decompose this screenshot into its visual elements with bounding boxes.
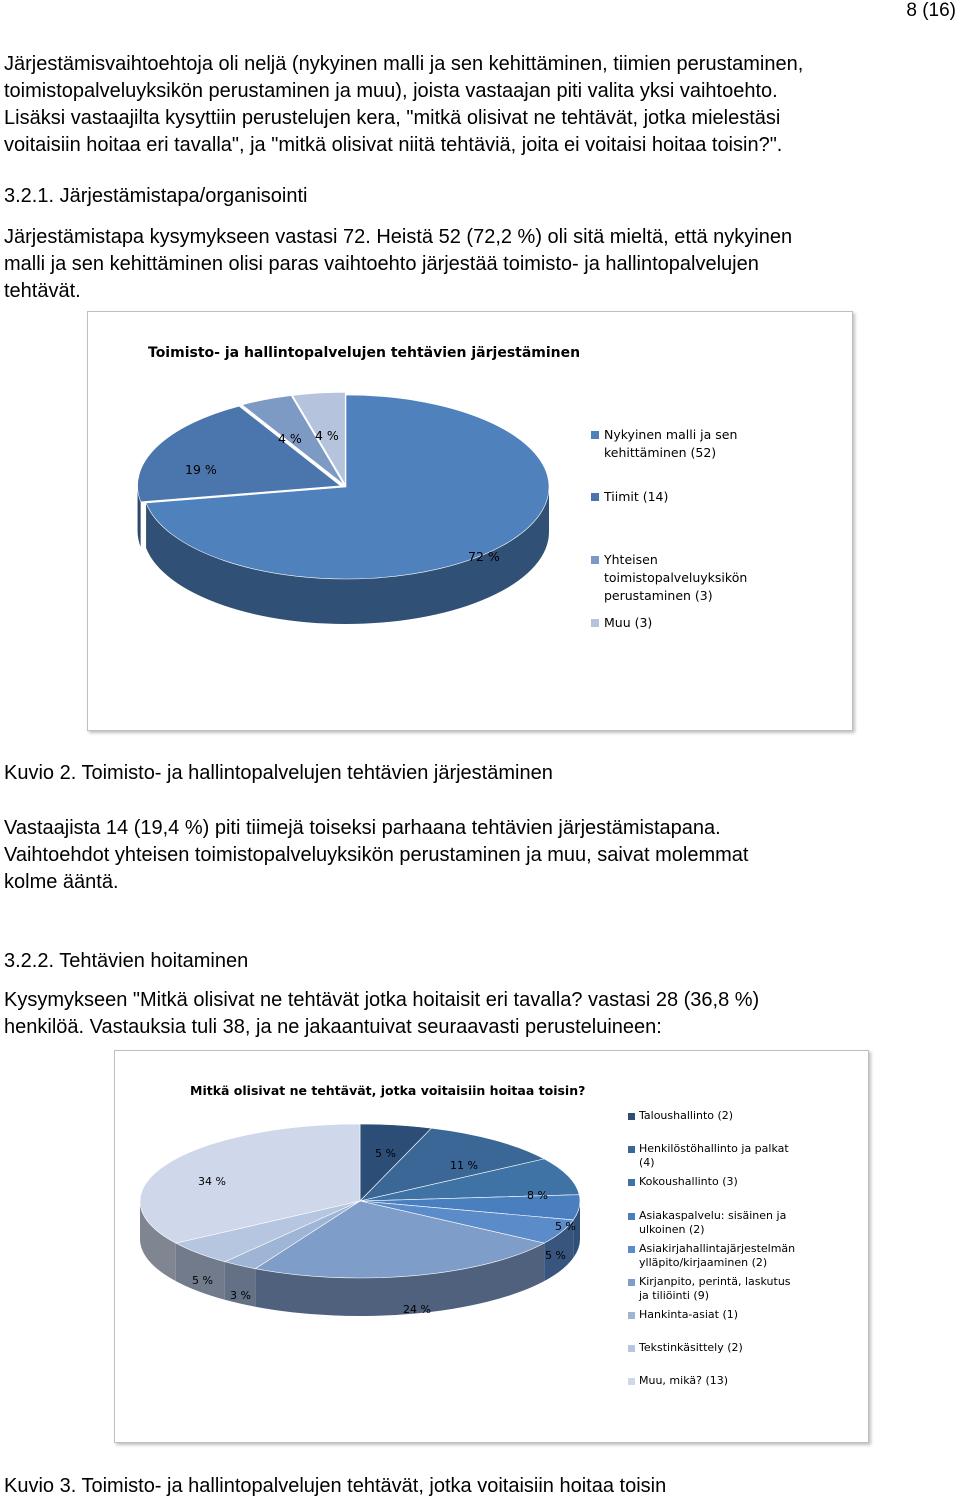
legend-swatch	[628, 1246, 635, 1253]
chart-2-legend-item	[628, 1308, 793, 1322]
legend-label: Kokoushallinto (3)	[639, 1175, 738, 1188]
chart-2-legend-item	[628, 1209, 793, 1237]
paragraph-2-line: Vastaajista 14 (19,4 %) piti tiimejä toiseksi parhaana tehtävien järjestämistapana.	[4, 817, 721, 839]
legend-swatch	[591, 431, 599, 439]
legend-label: Hankinta-asiat (1)	[639, 1308, 739, 1321]
chart-1-legend-item	[591, 551, 751, 605]
legend-swatch	[628, 1312, 635, 1319]
legend-swatch	[591, 493, 599, 501]
chart-2-title: Mitkä olisivat ne tehtävät, jotka voitaisiin hoitaa toisin?	[190, 1083, 586, 1098]
section1-line: tehtävät.	[4, 280, 81, 302]
section1-paragraph	[4, 224, 792, 305]
chart-2-legend-item	[628, 1242, 800, 1270]
legend-label: Asiakaspalvelu: sisäinen ja ulkoinen (2)	[639, 1209, 787, 1236]
figure-caption-2: Kuvio 2. Toimisto- ja hallintopalvelujen tehtävien järjestäminen	[4, 762, 553, 784]
legend-label: Tiimit (14)	[604, 489, 669, 504]
legend-swatch	[628, 1179, 635, 1186]
legend-swatch	[628, 1113, 635, 1120]
chart-1-legend-item	[591, 426, 761, 462]
section-heading-1: 3.2.1. Järjestämistapa/organisointi	[4, 185, 308, 207]
legend-swatch	[591, 556, 599, 564]
chart-1-pie	[88, 312, 852, 730]
chart-1-title: Toimisto- ja hallintopalvelujen tehtävien järjestäminen	[148, 345, 581, 361]
chart-2-label: 3 %	[230, 1289, 251, 1302]
legend-label: Muu, mikä? (13)	[639, 1374, 729, 1387]
intro-paragraph	[4, 51, 803, 159]
section2-paragraph	[4, 987, 759, 1041]
chart-2-legend-item	[628, 1374, 793, 1388]
legend-label: Nykyinen malli ja sen kehittäminen (52)	[604, 427, 738, 460]
chart-2-label: 5 %	[375, 1147, 396, 1160]
legend-label: Tekstinkäsittely (2)	[639, 1341, 743, 1354]
legend-label: Asiakirjahallintajärjestelmän ylläpito/kirjaaminen (2)	[639, 1242, 796, 1269]
chart-1-label-4a: 4 %	[278, 431, 302, 446]
chart-2-legend-item	[628, 1341, 793, 1355]
intro-line: Lisäksi vastaajilta kysyttiin perustelujen kera, "mitkä olisivat ne tehtävät, jotka mielestäsi	[4, 107, 781, 129]
chart-1-label-4b: 4 %	[315, 428, 339, 443]
chart-2-legend-item	[628, 1175, 793, 1189]
legend-swatch	[591, 619, 599, 627]
chart-1-label-19: 19 %	[185, 462, 217, 477]
legend-swatch	[628, 1213, 635, 1220]
chart-2-frame	[114, 1050, 869, 1443]
chart-2-label: 8 %	[527, 1189, 548, 1202]
chart-2-legend-item	[628, 1142, 793, 1170]
legend-label: Taloushallinto (2)	[639, 1109, 734, 1122]
intro-line: voitaisiin hoitaa eri tavalla", ja "mitkä olisivat niitä tehtäviä, joita ei voitaisi hoitaa toisin?".	[4, 134, 783, 156]
legend-swatch	[628, 1378, 635, 1385]
chart-2-label: 5 %	[545, 1249, 566, 1262]
section1-line: malli ja sen kehittäminen olisi paras vaihtoehto järjestää toimisto- ja hallintopalvelujen	[4, 253, 759, 275]
paragraph-2-line: kolme ääntä.	[4, 871, 119, 893]
legend-swatch	[628, 1345, 635, 1352]
chart-1-legend-item	[591, 614, 761, 632]
legend-label: Yhteisen toimistopalveluyksikön perustaminen (3)	[604, 552, 748, 603]
intro-line: toimistopalveluyksikön perustaminen ja muu), joista vastaajan piti valita yksi vaihtoehto.	[4, 80, 778, 102]
legend-swatch	[628, 1279, 635, 1286]
chart-2-label: 24 %	[403, 1303, 431, 1316]
figure-caption-3: Kuvio 3. Toimisto- ja hallintopalvelujen tehtävät, jotka voitaisiin hoitaa toisin	[4, 1475, 667, 1497]
section2-line: Kysymykseen "Mitkä olisivat ne tehtävät jotka hoitaisit eri tavalla? vastasi 28 (36,8 %)	[4, 989, 760, 1011]
chart-2-label: 5 %	[555, 1220, 576, 1233]
section-heading-2: 3.2.2. Tehtävien hoitaminen	[4, 950, 249, 972]
paragraph-2-line: Vaihtoehdot yhteisen toimistopalveluyksikön perustaminen ja muu, saivat molemmat	[4, 844, 749, 866]
chart-2-label: 34 %	[198, 1175, 226, 1188]
page-number: 8 (16)	[906, 0, 956, 21]
paragraph-2	[4, 815, 748, 896]
chart-2-legend-item	[628, 1275, 793, 1303]
section2-line: henkilöä. Vastauksia tuli 38, ja ne jakaantuivat seuraavasti perusteluineen:	[4, 1016, 662, 1038]
chart-2-legend-item	[628, 1109, 788, 1123]
legend-label: Henkilöstöhallinto ja palkat (4)	[639, 1142, 789, 1169]
chart-1-frame	[87, 311, 853, 731]
legend-swatch	[628, 1146, 635, 1153]
chart-1-legend-item	[591, 488, 761, 506]
intro-line: Järjestämisvaihtoehtoja oli neljä (nykyinen malli ja sen kehittäminen, tiimien perustaminen,	[4, 53, 804, 75]
chart-2-label: 5 %	[192, 1274, 213, 1287]
chart-1-label-72: 72 %	[468, 549, 500, 564]
chart-2-label: 11 %	[450, 1159, 478, 1172]
legend-label: Kirjanpito, perintä, laskutus ja tiliöinti (9)	[639, 1275, 791, 1302]
section1-line: Järjestämistapa kysymykseen vastasi 72. Heistä 52 (72,2 %) oli sitä mieltä, että nykyinen	[4, 226, 793, 248]
legend-label: Muu (3)	[604, 615, 653, 630]
